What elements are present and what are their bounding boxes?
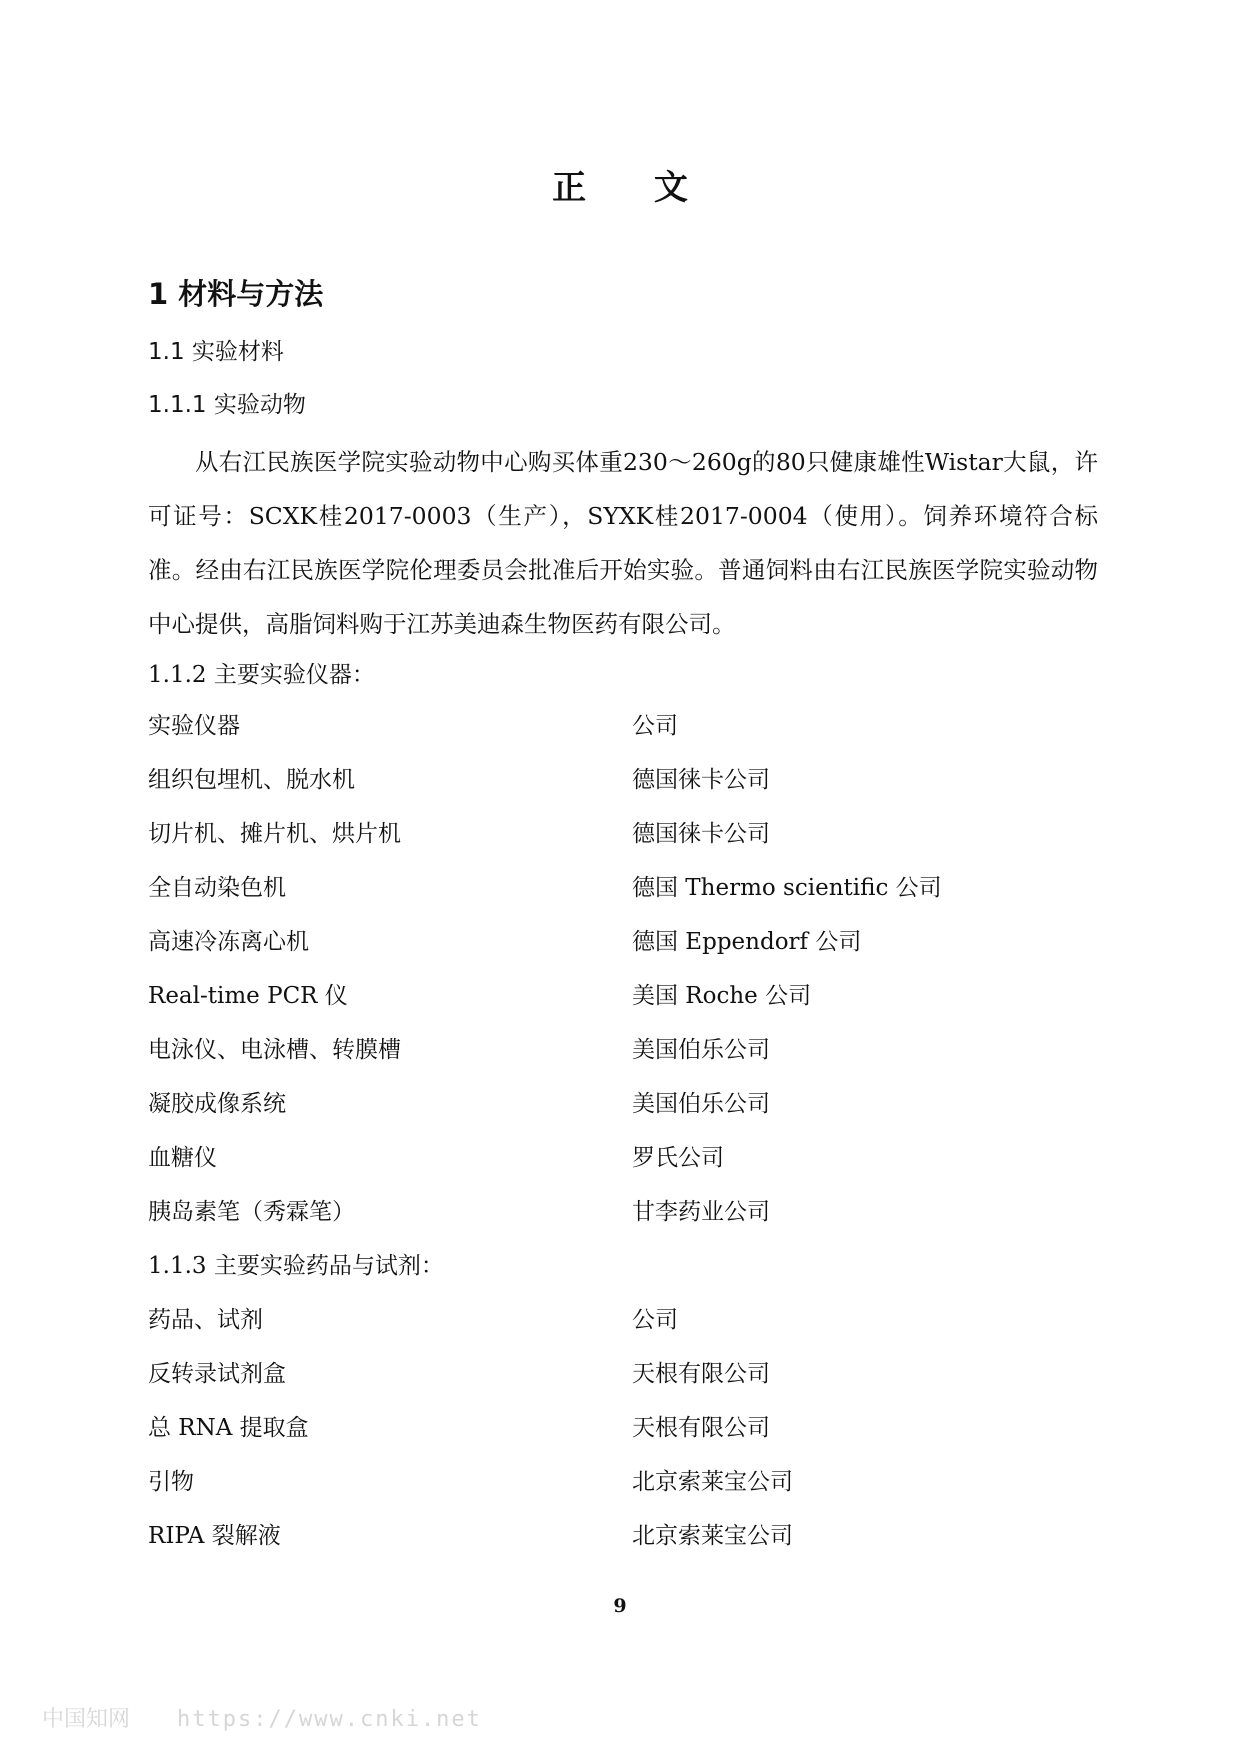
reagent-name: 总 RNA 提取盒 (148, 1415, 309, 1441)
table-row (148, 923, 1098, 963)
table-row (148, 869, 1098, 909)
table-row (148, 1085, 1098, 1125)
instrument-company: 德国徕卡公司 (632, 821, 770, 847)
watermark-url: https://www.cnki.net (177, 1707, 482, 1732)
instrument-company: 美国伯乐公司 (632, 1091, 770, 1117)
reagent-name: 反转录试剂盒 (148, 1361, 286, 1387)
reagents-header-name: 药品、试剂 (148, 1307, 263, 1333)
instrument-company: 美国伯乐公司 (632, 1037, 770, 1063)
section-heading: 1 材料与方法 (148, 277, 324, 311)
instruments-header-name: 实验仪器 (148, 713, 240, 739)
instrument-name: 凝胶成像系统 (148, 1091, 286, 1117)
page-title: 正 文 (552, 168, 716, 208)
instrument-company: 德国徕卡公司 (632, 767, 770, 793)
instrument-company: 德国 Thermo scientific 公司 (632, 875, 942, 901)
instrument-name: 电泳仪、电泳槽、转膜槽 (148, 1037, 401, 1063)
instruments-header-row (148, 707, 1098, 747)
reagent-company: 天根有限公司 (632, 1361, 770, 1387)
table-row (148, 977, 1098, 1017)
reagent-name: RIPA 裂解液 (148, 1523, 281, 1549)
instrument-company: 罗氏公司 (632, 1145, 724, 1171)
table-row (148, 1463, 1098, 1503)
table-row (148, 1355, 1098, 1395)
cnki-watermark (42, 1702, 482, 1733)
subsubsection-heading: 1.1.1 实验动物 (148, 392, 306, 418)
instrument-name: 胰岛素笔（秀霖笔） (148, 1199, 355, 1225)
instrument-name: 切片机、摊片机、烘片机 (148, 821, 401, 847)
reagent-company: 天根有限公司 (632, 1415, 770, 1441)
reagent-company: 北京索莱宝公司 (632, 1469, 793, 1495)
instruments-header-company: 公司 (632, 713, 678, 739)
instrument-company: 德国 Eppendorf 公司 (632, 929, 862, 955)
table-row (148, 761, 1098, 801)
reagents-header-row (148, 1301, 1098, 1341)
watermark-brand: 中国知网 (42, 1707, 131, 1732)
table-row (148, 1031, 1098, 1071)
reagents-heading: 1.1.3 主要实验药品与试剂： (148, 1253, 444, 1279)
reagent-company: 北京索莱宝公司 (632, 1523, 793, 1549)
instrument-company: 美国 Roche 公司 (632, 983, 812, 1009)
body-paragraph: 从右江民族医学院实验动物中心购买体重230～260g的80只健康雄性Wistar大鼠，许可证号：SCXK桂2017-0003（生产），SYXK桂2017-0004（使用）。饲养环境符合标准。经由右江民族医学院伦理委员会批准后开始实验。普通饲料由右江民族医学院实验动物中心提供，高脂饲料购于江苏美迪森生物医药有限公司。 (148, 448, 1098, 638)
subsection-heading: 1.1 实验材料 (148, 339, 284, 365)
reagent-name: 引物 (148, 1469, 194, 1495)
table-row (148, 1193, 1098, 1233)
instrument-name: Real-time PCR 仪 (148, 983, 348, 1009)
page-number: 9 (613, 1595, 627, 1617)
instrument-name: 全自动染色机 (148, 875, 286, 901)
table-row (148, 1409, 1098, 1449)
table-row (148, 1517, 1098, 1557)
instrument-name: 血糖仪 (148, 1145, 217, 1171)
reagents-header-company: 公司 (632, 1307, 678, 1333)
instrument-name: 高速冷冻离心机 (148, 929, 309, 955)
instrument-name: 组织包埋机、脱水机 (148, 767, 355, 793)
table-row (148, 1139, 1098, 1179)
table-row (148, 815, 1098, 855)
instruments-heading: 1.1.2 主要实验仪器： (148, 662, 375, 688)
instrument-company: 甘李药业公司 (632, 1199, 770, 1225)
